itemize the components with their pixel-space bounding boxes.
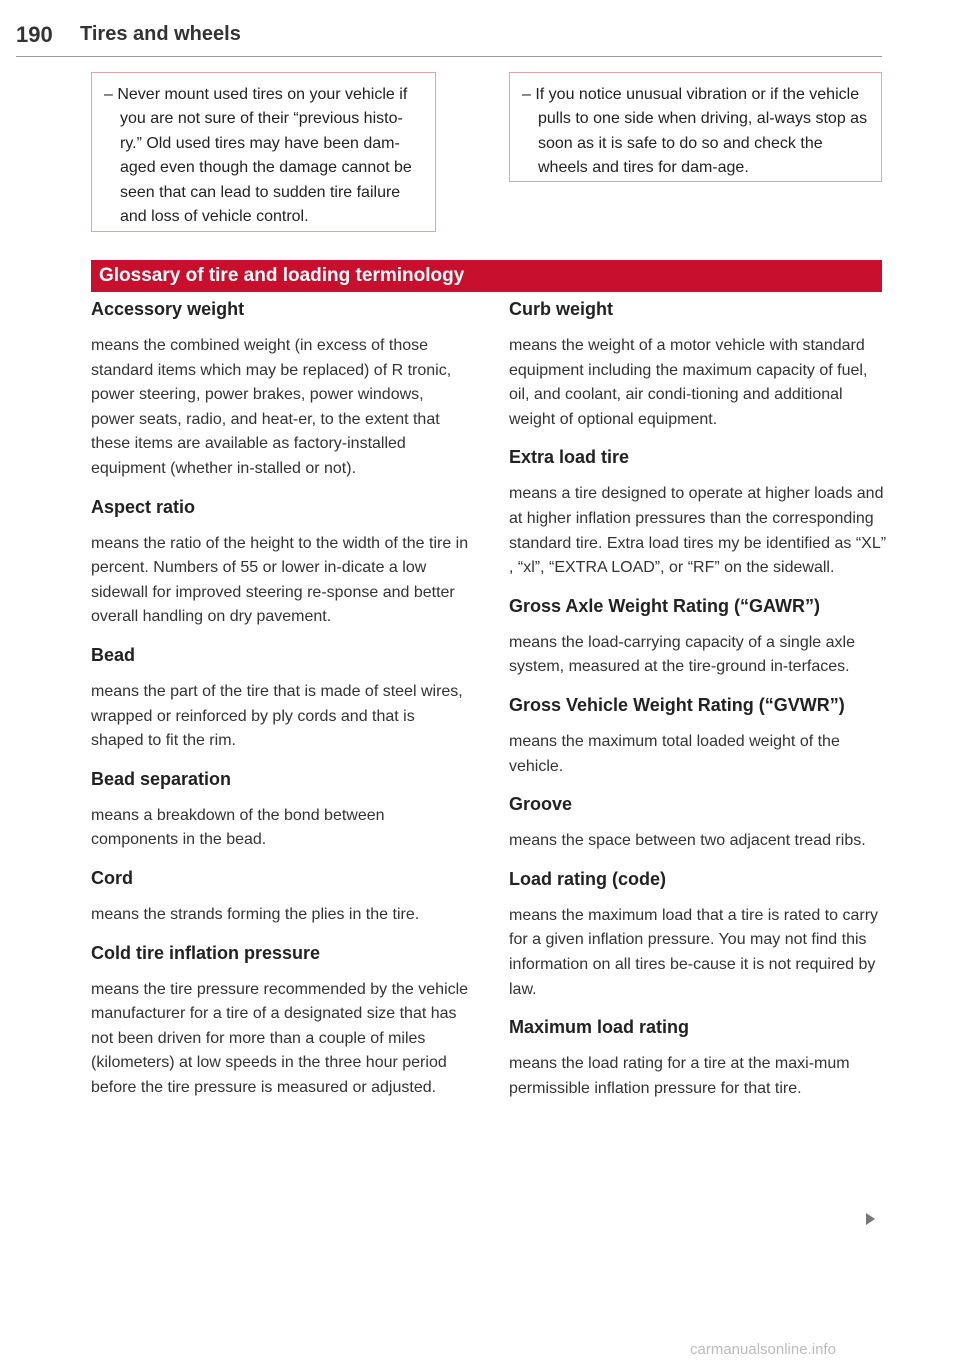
warning-box-left (91, 72, 436, 232)
glossary-term: Cord (91, 867, 133, 888)
glossary-definition: means the space between two adjacent tread ribs. (509, 832, 866, 850)
glossary-definition: means the load-carrying capacity of a single axle system, measured at the tire-ground in-terfaces. (509, 633, 855, 676)
glossary-definition: means a breakdown of the bond between components in the bead. (91, 806, 385, 849)
glossary-term: Cold tire inflation pressure (91, 942, 321, 963)
chapter-title: Tires and wheels (80, 23, 241, 45)
glossary-definition: means a tire designed to operate at higher loads and at higher inflation pressures than the corresponding standard tire. Extra load tires my be identified as “XL” , “xl”, “EXTRA LOAD”, or “RF” on the sidewall. (509, 485, 887, 577)
glossary-term: Bead separation (91, 768, 232, 789)
glossary-term: Groove (509, 794, 573, 815)
page-header (16, 22, 882, 57)
glossary-definition: means the ratio of the height to the width of the tire in percent. Numbers of 55 or lower in-dicate a low sidewall for improved steering re-sponse and better overall handling on dry pavement. (91, 534, 469, 626)
warning-text-right: – If you notice unusual vibration or if the vehicle pulls to one side when driving, al-ways stop as soon as it is safe to do so and check the wheels and tires for dam-age. (522, 86, 868, 177)
watermark: carmanualsonline.info (690, 1341, 836, 1358)
glossary-term: Bead (91, 644, 136, 665)
glossary-column-left (91, 298, 471, 1114)
glossary-definition: means the maximum total loaded weight of the vehicle. (509, 732, 840, 775)
glossary-column-right (509, 298, 889, 1115)
glossary-term: Accessory weight (91, 299, 245, 319)
glossary-definition: means the part of the tire that is made of steel wires, wrapped or reinforced by ply cords and that is shaped to fit the rim. (91, 682, 463, 750)
glossary-term: Extra load tire (509, 447, 630, 468)
glossary-term: Gross Vehicle Weight Rating (“GVWR”) (509, 694, 845, 715)
glossary-definition: means the maximum load that a tire is rated to carry for a given inflation pressure. You may not find this information on all tires be-cause it is not required by law. (509, 906, 879, 998)
section-title: Glossary of tire and loading terminology (91, 260, 882, 292)
glossary-term: Load rating (code) (509, 868, 666, 889)
glossary-definition: means the weight of a motor vehicle with standard equipment including the maximum capacity of fuel, oil, and coolant, air condi-tioning and additional weight of optional equipment. (509, 337, 868, 428)
glossary-definition: means the load rating for a tire at the maxi-mum permissible inflation pressure for that tire. (509, 1055, 850, 1097)
glossary-term: Maximum load rating (509, 1017, 690, 1038)
continue-arrow-icon (866, 1213, 875, 1225)
glossary-term: Gross Axle Weight Rating (“GAWR”) (509, 595, 821, 616)
glossary-term: Aspect ratio (91, 496, 196, 517)
warning-text-left: – Never mount used tires on your vehicle if you are not sure of their “previous histo-ry.” Old used tires may have been dam-aged even though the damage cannot be seen that can lead to sudden tire failure and loss of vehicle control. (104, 86, 412, 226)
glossary-definition: means the combined weight (in excess of those standard items which may be replaced) of R tronic, power steering, power brakes, power windows, power seats, radio, and heat-er, to the extent that these items are available as factory-installed equipment (whether in-stalled or not). (91, 337, 452, 477)
glossary-definition: means the tire pressure recommended by the vehicle manufacturer for a tire of a designated size that has not been driven for more than a couple of miles (kilometers) at low speeds in the three hour period before the tire pressure is measured or adjusted. (91, 980, 469, 1096)
warning-box-right (509, 72, 882, 182)
glossary-term: Curb weight (509, 299, 613, 319)
page-number: 190 (16, 22, 53, 47)
glossary-definition: means the strands forming the plies in the tire. (91, 905, 420, 923)
